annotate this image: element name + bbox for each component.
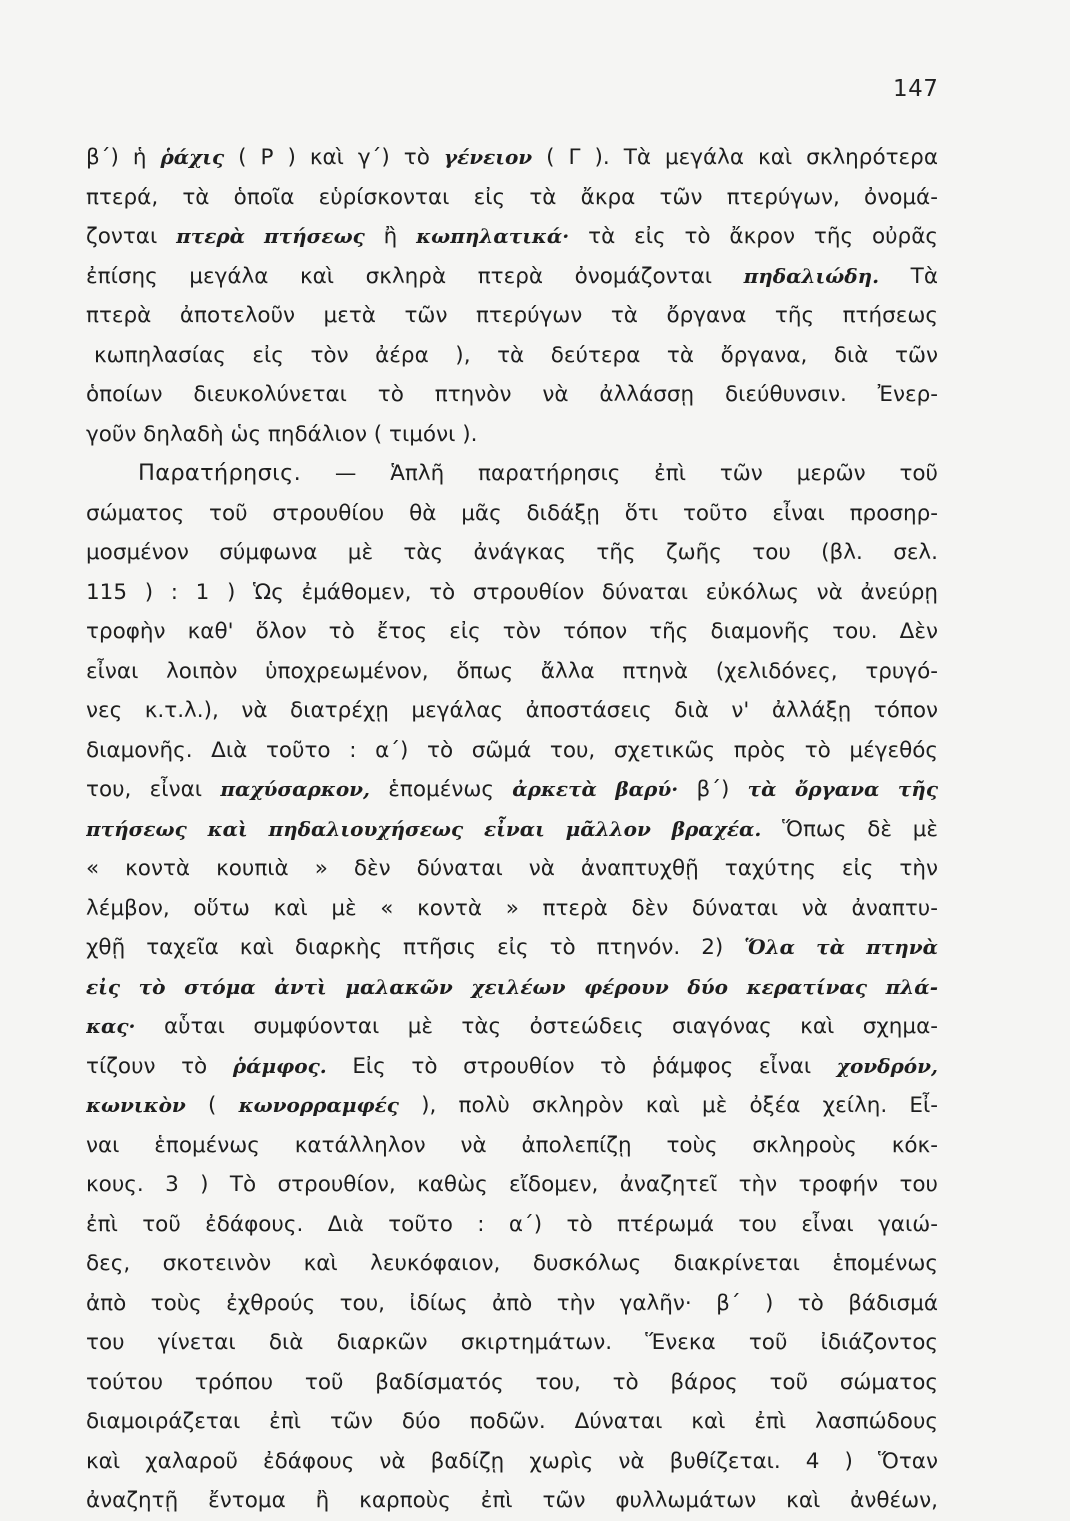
text-line <box>86 849 938 889</box>
text-line <box>86 336 938 376</box>
text-line <box>86 494 938 534</box>
emphasized-text: πτήσεως καὶ πηδαλιουχήσεως εἶναι μᾶλλον βραχέα. <box>86 816 762 841</box>
text-span: ἀπὸ τοὺς ἐχθρούς του, ἰδίως ἀπὸ τὴν γαλῆν· β΄ ) τὸ βάδισμά <box>86 1290 938 1316</box>
text-span: β΄) <box>678 777 748 802</box>
emphasized-text: ἀρκετὰ βαρύ· <box>512 777 679 801</box>
text-span: λέμβον, οὕτω καὶ μὲ « κοντὰ » πτερὰ δὲν δύναται νὰ ἀναπτυ- <box>86 895 938 921</box>
text-span: πτερὰ ἀποτελοῦν μετὰ τῶν πτερύγων τὰ ὄργανα τῆς πτήσεως <box>86 303 938 328</box>
text-span: νες κ.τ.λ.), νὰ διατρέχῃ μεγάλας ἀποστάσεις διὰ ν' ἀλλάξῃ τόπον <box>86 698 938 723</box>
text-line <box>86 454 938 494</box>
text-span: τίζουν τὸ <box>86 1053 233 1079</box>
text-line <box>86 928 938 968</box>
text-span: κωπηλασίας εἰς τὸν ἀέρα ), τὰ δεύτερα τὰ ὄργανα, διὰ τῶν <box>94 342 938 368</box>
text-span: γοῦν δηλαδὴ ὡς πηδάλιον ( τιμόνι ). <box>86 421 478 447</box>
text-span: ( <box>185 1093 239 1118</box>
emphasized-text: γένειον <box>443 145 533 169</box>
text-line <box>86 1481 938 1521</box>
text-span: ἑπομένως <box>370 777 513 802</box>
emphasized-text: κωνικὸν <box>86 1093 186 1117</box>
text-span: ἢ <box>364 224 417 249</box>
text-line <box>86 810 938 850</box>
text-line <box>86 1363 938 1403</box>
text-line <box>86 1007 938 1047</box>
text-span: του γίνεται διὰ διαρκῶν σκιρτημάτων. Ἕνεκα τοῦ ἰδιάζοντος <box>86 1330 938 1355</box>
emphasized-text: κωνορραμφές <box>238 1093 399 1117</box>
text-span: εἶναι λοιπὸν ὑποχρεωμένον, ὅπως ἄλλα πτηνὰ (χελιδόνες, τρυγό- <box>86 658 938 684</box>
text-span: χθῇ ταχεῖα καὶ διαρκὴς πτῆσις εἰς τὸ πτηνόν. 2) <box>86 935 745 960</box>
text-span: Τὰ <box>879 263 938 289</box>
text-span: μοσμένον σύμφωνα μὲ τὰς ἀνάγκας τῆς ζωῆς του (βλ. σελ. <box>86 540 938 565</box>
page-number: 147 <box>893 76 939 102</box>
text-span: ζονται <box>86 224 177 249</box>
text-span: του, εἶναι <box>86 777 221 802</box>
text-line <box>86 1284 938 1324</box>
text-line <box>86 1047 938 1087</box>
text-line <box>86 415 938 455</box>
text-span: ἀναζητῇ ἔντομα ἢ καρποὺς ἐπὶ τῶν φυλλωμάτων καὶ ἀνθέων, <box>86 1488 938 1513</box>
emphasized-text: εἰς τὸ στόμα ἀντὶ μαλακῶν χειλέων φέρουν δύο κερατίνας πλά- <box>86 974 938 999</box>
text-span: ( Γ ). Τὰ μεγάλα καὶ σκληρότερα <box>532 145 938 170</box>
text-span: ἐπίσης μεγάλα καὶ σκληρὰ πτερὰ ὀνομάζονται <box>86 263 744 289</box>
text-line <box>86 257 938 297</box>
text-span: δες, σκοτεινὸν καὶ λευκόφαιον, δυσκόλως διακρίνεται ἑπομένως <box>86 1251 938 1276</box>
emphasized-text: κας· <box>86 1014 136 1038</box>
text-span: κους. 3 ) Τὸ στρουθίον, καθὼς εἴδομεν, ἀναζητεῖ τὴν τροφήν του <box>86 1172 938 1197</box>
text-span: διαμοιράζεται ἐπὶ τῶν δύο ποδῶν. Δύναται καὶ ἐπὶ λασπώδους <box>86 1409 938 1434</box>
text-line <box>86 533 938 573</box>
text-line <box>86 612 938 652</box>
text-line <box>86 1402 938 1442</box>
text-line <box>86 573 938 613</box>
text-span: ὁποίων διευκολύνεται τὸ πτηνὸν νὰ ἀλλάσσῃ διεύθυνσιν. Ἐνερ- <box>86 382 938 407</box>
emphasized-text: παχύσαρκον, <box>220 777 370 801</box>
text-span: καὶ χαλαροῦ ἐδάφους νὰ βαδίζῃ χωρὶς νὰ βυθίζεται. 4 ) Ὅταν <box>86 1448 938 1474</box>
text-line <box>86 138 938 178</box>
text-span: πτερά, τὰ ὁποῖα εὑρίσκονται εἰς τὰ ἄκρα τῶν πτερύγων, ὀνομά- <box>86 184 938 210</box>
emphasized-text: πτερὰ πτήσεως <box>176 224 365 248</box>
text-span: σώματος τοῦ στρουθίου θὰ μᾶς διδάξῃ ὅτι τοῦτο εἶναι προσηρ- <box>86 500 938 526</box>
text-span: — Ἁπλῆ παρατήρησις ἐπὶ τῶν μερῶν τοῦ <box>301 461 938 486</box>
text-line <box>86 217 938 257</box>
text-span: τὰ εἰς τὸ ἄκρον τῆς οὐρᾶς <box>569 224 938 249</box>
emphasized-text: πηδαλιώδη. <box>743 263 880 288</box>
text-line <box>86 691 938 731</box>
text-span: διαμονῆς. Διὰ τοῦτο : α΄) τὸ σῶμά του, σχετικῶς πρὸς τὸ μέγεθός <box>86 737 938 763</box>
text-line <box>86 889 938 929</box>
text-span: « κοντὰ κουπιὰ » δὲν δύναται νὰ ἀναπτυχθῇ ταχύτης εἰς τὴν <box>86 856 938 881</box>
text-line <box>86 1244 938 1284</box>
text-span: Ὅπως δὲ μὲ <box>761 816 938 842</box>
emphasized-text: κωπηλατικά· <box>416 224 570 248</box>
text-span: τούτου τρόπου τοῦ βαδίσματός του, τὸ βάρος τοῦ σώματος <box>86 1369 938 1395</box>
text-span: τροφὴν καθ' ὅλον τὸ ἔτος εἰς τὸν τόπον τῆς διαμονῆς του. Δὲν <box>86 619 938 644</box>
section-heading: Παρατήρησις. <box>138 460 302 486</box>
text-line <box>86 968 938 1008</box>
text-line <box>86 731 938 771</box>
emphasized-text: τὰ ὄργανα τῆς <box>747 777 938 801</box>
text-line <box>86 375 938 415</box>
text-line <box>86 1165 938 1205</box>
emphasized-text: ῥάχις <box>160 145 225 169</box>
text-span: Εἰς τὸ στρουθίον τὸ ῥάμφος εἶναι <box>326 1053 837 1079</box>
emphasized-text: Ὅλα τὰ πτηνὰ <box>744 935 938 959</box>
text-span: ( Ρ ) καὶ γ΄) τὸ <box>224 145 444 170</box>
text-line <box>86 1323 938 1363</box>
emphasized-text: ῥάμφος. <box>232 1053 327 1078</box>
text-span: αὗται συμφύονται μὲ τὰς ὀστεώδεις σιαγόνας καὶ σχημα- <box>135 1014 938 1039</box>
emphasized-text: χονδρόν, <box>836 1053 938 1078</box>
text-span: ), πολὺ σκληρὸν καὶ μὲ ὀξέα χείλη. Εἶ- <box>398 1093 938 1118</box>
text-line <box>86 1126 938 1166</box>
text-line <box>86 178 938 218</box>
text-line <box>86 1205 938 1245</box>
text-span: β΄) ἡ <box>86 145 161 170</box>
text-line <box>86 770 938 810</box>
text-line <box>86 1086 938 1126</box>
text-line <box>86 1442 938 1482</box>
text-span: 115 ) : 1 ) Ὡς ἐμάθομεν, τὸ στρουθίον δύναται εὐκόλως νὰ ἀνεύρῃ <box>86 579 938 605</box>
text-line <box>86 296 938 336</box>
text-line <box>86 652 938 692</box>
body-text <box>86 138 938 1521</box>
text-span: ἐπὶ τοῦ ἐδάφους. Διὰ τοῦτο : α΄) τὸ πτέρωμά του εἶναι γαιώ- <box>86 1211 938 1237</box>
text-span: ναι ἑπομένως κατάλληλον νὰ ἀπολεπίζῃ τοὺς σκληροὺς κόκ- <box>86 1132 938 1158</box>
